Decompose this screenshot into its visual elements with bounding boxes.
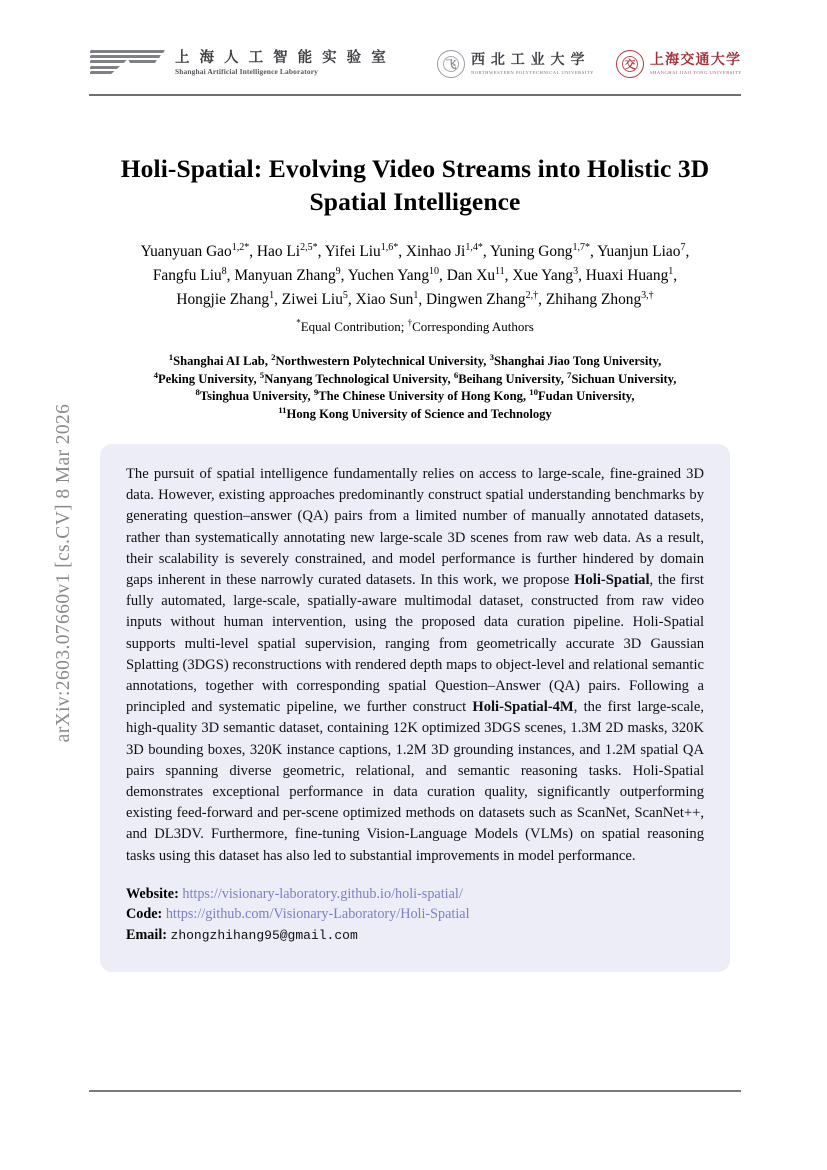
- npu-logo: [437, 50, 594, 78]
- npu-seal-icon: [437, 50, 465, 78]
- shanghai-ai-lab-name-en: Shanghai Artificial Intelligence Laboratory: [175, 67, 318, 77]
- arxiv-stamp-text: arXiv:2603.07660v1 [cs.CV] 8 Mar 2026: [53, 403, 74, 743]
- abstract-text: The pursuit of spatial intelligence fundamentally relies on access to large-scale, fine-grained 3D data. However, existing approaches predominantly construct spatial understanding benchmarks by generating question–answer (QA) pairs from a limited number of manually annotated datasets, rather than systematically annotating new large-scale 3D scenes from raw web data. As a result, their scalability is severely constrained, and model performance is further hindered by domain gaps inherent in these narrowly curated datasets. In this work, we propose Holi-Spatial, the first fully automated, large-scale, spatially-aware multimodal dataset, constructed from raw video inputs without human intervention, using the proposed data curation pipeline. Holi-Spatial supports multi-level spatial supervision, ranging from geometrically accurate 3D Gaussian Splatting (3DGS) reconstructions with rendered depth maps to object-level and relational semantic annotations, together with corresponding spatial Question–Answer (QA) pairs. Following a principled and systematic pipeline, we further construct Holi-Spatial-4M, the first large-scale, high-quality 3D semantic dataset, containing 12K optimized 3DGS scenes, 1.3M 2D masks, 320K 3D bounding boxes, 320K instance captions, 1.2M 3D grounding instances, and 1.2M spatial QA pairs spanning diverse geometric, relational, and semantic reasoning tasks. Holi-Spatial demonstrates exceptional performance in data curation quality, significantly outperforming existing feed-forward and per-scene optimized methods on datasets such as ScanNet, ScanNet++, and DL3DV. Furthermore, fine-tuning Vision-Language Models (VLMs) on spatial reasoning tasks using this dataset has also led to substantial improvements in model performance.: [126, 466, 704, 864]
- email-label: Email:: [126, 927, 167, 944]
- header-logos: [88, 48, 742, 92]
- resource-links: [126, 884, 704, 947]
- npu-name-cn: 西 北 工 业 大 学: [470, 53, 586, 69]
- sjtu-seal-icon: [616, 50, 644, 78]
- abstract-card: [100, 444, 730, 972]
- sjtu-logo-names: [650, 53, 742, 75]
- arxiv-stamp: [0, 0, 74, 1170]
- shanghai-ai-lab-logo-names: [175, 50, 389, 77]
- email-address[interactable]: zhongzhihang95@gmail.com: [170, 928, 358, 944]
- speed-lines-logo-icon: [90, 48, 166, 78]
- website-url[interactable]: https://visionary-laboratory.github.io/holi-spatial/: [182, 885, 463, 902]
- code-link-row: [126, 904, 704, 925]
- website-label: Website:: [126, 885, 179, 902]
- website-link-row: [126, 884, 704, 905]
- footer-divider: [89, 1090, 741, 1092]
- npu-logo-names: [471, 53, 594, 75]
- npu-name-en: NORTHWESTERN POLYTECHNICAL UNIVERSITY: [470, 69, 594, 75]
- npu-seal-glyph: 飞: [445, 59, 457, 71]
- sjtu-seal-glyph: 交: [624, 59, 636, 71]
- shanghai-ai-lab-logo: [90, 48, 389, 78]
- email-row: [126, 925, 704, 947]
- paper-page: [88, 0, 742, 1170]
- contribution-note: *Equal Contribution; †Corresponding Authors: [296, 317, 534, 334]
- affiliation-list: $^1$Shanghai AI Lab, $^2$Northwestern Polytechnical University, $^3$Shanghai Jiao Tong University, $^4$Peking University, $^5$Nanyang Technological University, $^6$Beihang University, $^7$Sichuan University, $^8$Tsinghua University, $^9$The Chinese University of Hong Kong, $^{10}$Fudan University, $^{11}$Hong Kong University of Science and Technology: [153, 351, 677, 421]
- sjtu-logo: [616, 50, 742, 78]
- sjtu-name-cn: 上海交通大学: [649, 53, 742, 69]
- code-label: Code:: [126, 906, 163, 923]
- code-url[interactable]: https://github.com/Visionary-Laboratory/Holi-Spatial: [165, 906, 470, 923]
- author-list: Yuanyuan Gao$^{1,2*}$, Hao $Li^{2,5*}$, Yifei Liu$^{1,6*}$, Xinhao $Ji^{1,4*}$, Yuning Gong$^{1,7*}$, Yuanjun Liao$^7$, Fangfu Liu$^8$, Manyuan Zhang$^9$, Yuchen Yang$^{10}$, Dan Xu$^{11}$, Xue Yang$^3$, Huaxi Huang$^1$, Hongjie Zhang$^1$, Ziwei Liu$^5$, Xiao Sun$^1$, Dingwen Zhang$^{2,\dagger}$, Zhihang Zhong$^{3,\dagger}$: [140, 241, 690, 309]
- page-title: Holi-Spatial: Evolving Video Streams into Holistic 3D Spatial Intelligence: [120, 154, 710, 216]
- shanghai-ai-lab-name-cn: 上 海 人 工 智 能 实 验 室: [175, 49, 389, 66]
- sjtu-name-en: SHANGHAI JIAO TONG UNIVERSITY: [649, 69, 742, 75]
- partner-logos: [437, 50, 742, 78]
- header-divider: [89, 94, 741, 96]
